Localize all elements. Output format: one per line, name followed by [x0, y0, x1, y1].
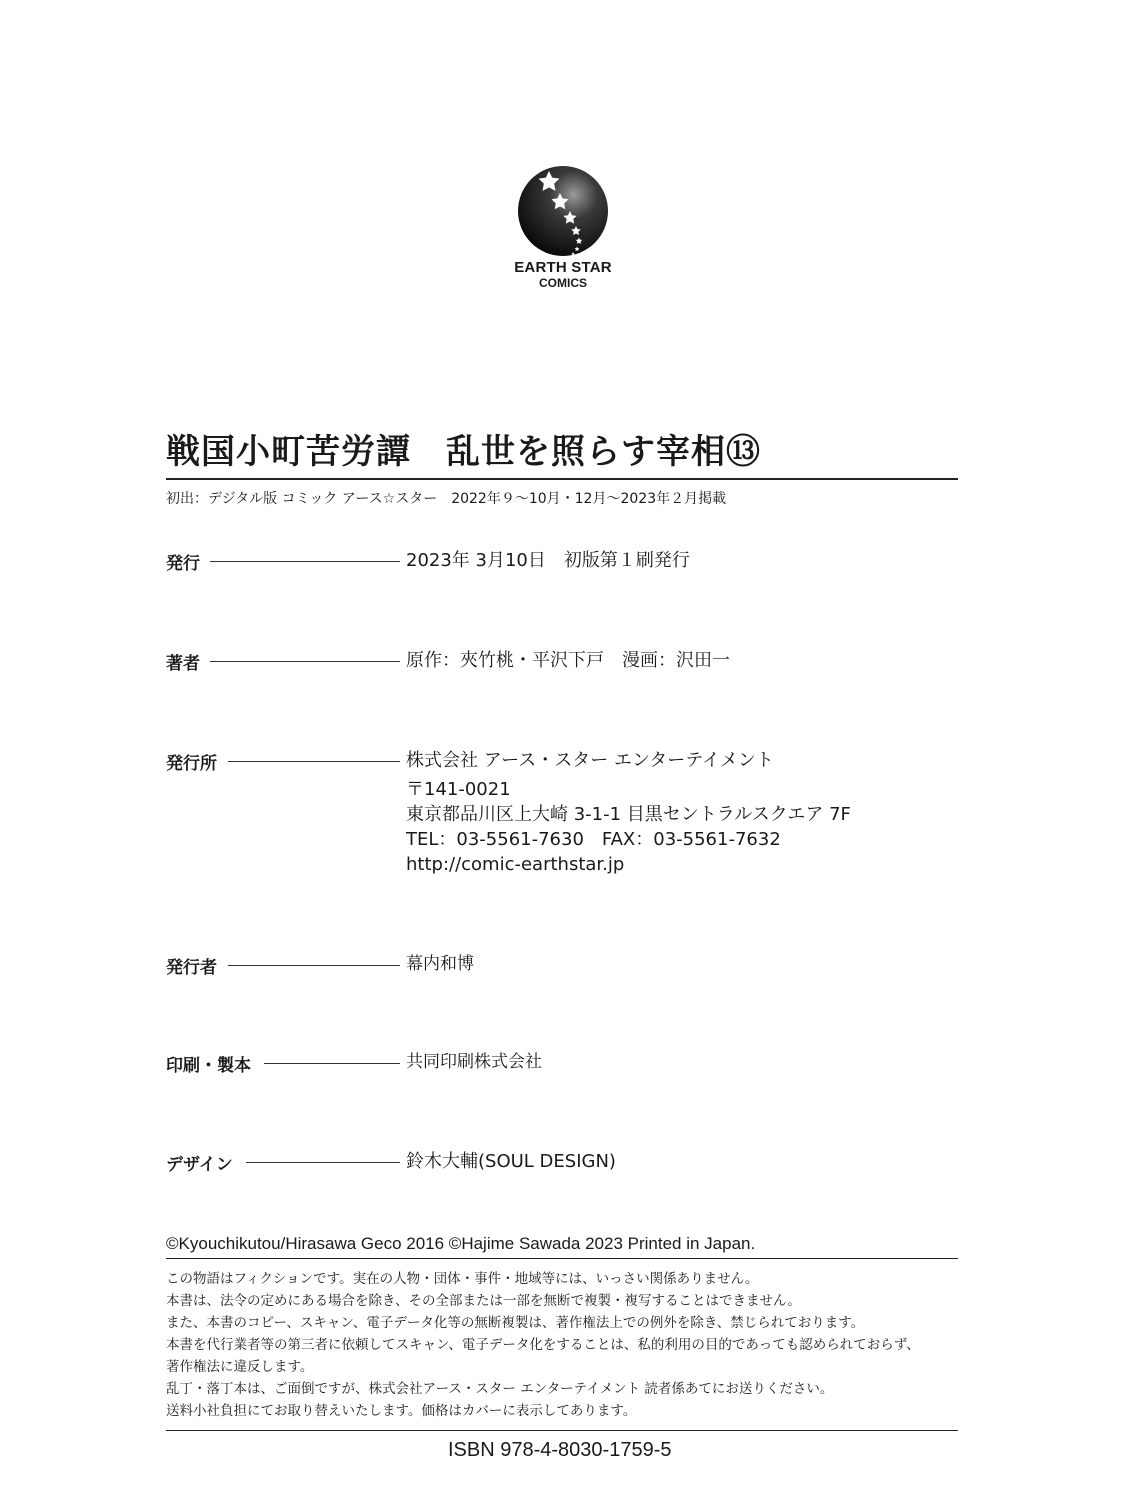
leader-line	[246, 1162, 400, 1163]
leader-line	[228, 965, 400, 966]
publisher-company-name: 株式会社 アース・スター エンターテイメント	[406, 750, 774, 771]
publisher-company-label: 発行所	[166, 754, 217, 774]
leader-line	[228, 761, 400, 762]
notes-rule	[166, 1430, 958, 1431]
postal-code: 〒141-0021	[406, 779, 511, 800]
leader-line	[210, 661, 400, 662]
website-url[interactable]: http://comic-earthstar.jp	[406, 854, 625, 875]
issue-value: 2023年 3月10日 初版第１刷発行	[406, 550, 690, 571]
legal-note-line: 送料小社負担にてお取り替えいたします。価格はカバーに表示してあります。	[166, 1403, 637, 1419]
legal-note-line: 乱丁・落丁本は、ご面倒ですが、株式会社アース・スター エンターテイメント 読者係あてにお送りください。	[166, 1381, 834, 1397]
design-value: 鈴木大輔(SOUL DESIGN)	[406, 1151, 616, 1172]
issue-label: 発行	[166, 554, 200, 574]
leader-line	[210, 561, 400, 562]
printing-label: 印刷・製本	[166, 1056, 251, 1076]
legal-notes	[166, 1268, 920, 1422]
legal-note-line: また、本書のコピー、スキャン、電子データ化等の無断複製は、著作権法上での例外を除き、禁じられております。	[166, 1315, 865, 1331]
isbn: ISBN 978-4-8030-1759-5	[448, 1439, 672, 1461]
legal-note-line: 本書は、法令の定めにある場合を除き、その全部または一部を無断で複製・複写することはできません。	[166, 1293, 801, 1309]
address: 東京都品川区上大崎 3-1-1 目黒セントラルスクエア 7F	[406, 804, 851, 825]
star-globe-icon	[516, 164, 610, 258]
book-title: 戦国小町苦労譚 乱世を照らす宰相⑬	[166, 432, 761, 472]
tel-fax: TEL：03-5561-7630 FAX：03-5561-7632	[406, 829, 781, 850]
author-label: 著者	[166, 654, 200, 674]
author-value: 原作：夾竹桃・平沢下戸 漫画：沢田一	[406, 650, 730, 671]
legal-note-line: この物語はフィクションです。実在の人物・団体・事件・地域等には、いっさい関係ありません。	[166, 1271, 759, 1287]
copyright-rule	[166, 1258, 958, 1259]
publisher-logo	[506, 164, 620, 290]
logo-wordmark: EARTH STAR	[514, 259, 612, 276]
design-label: デザイン	[166, 1155, 233, 1175]
title-rule	[166, 478, 958, 480]
leader-line	[264, 1063, 400, 1064]
publisher-person-value: 幕内和博	[406, 954, 474, 974]
copyright-line: ©Kyouchikutou/Hirasawa Geco 2016 ©Hajime Sawada 2023 Printed in Japan.	[166, 1234, 756, 1253]
logo-subline: COMICS	[539, 276, 587, 290]
first-publication-note: 初出：デジタル版 コミック アース☆スター 2022年９～10月・12月～2023年２月掲載	[166, 491, 727, 507]
legal-note-line: 本書を代行業者等の第三者に依頼してスキャン、電子データ化をすることは、私的利用の目的であっても認められておらず、	[166, 1337, 920, 1353]
legal-note-line: 著作権法に違反します。	[166, 1359, 314, 1375]
printing-value: 共同印刷株式会社	[406, 1052, 542, 1072]
publisher-person-label: 発行者	[166, 958, 217, 978]
